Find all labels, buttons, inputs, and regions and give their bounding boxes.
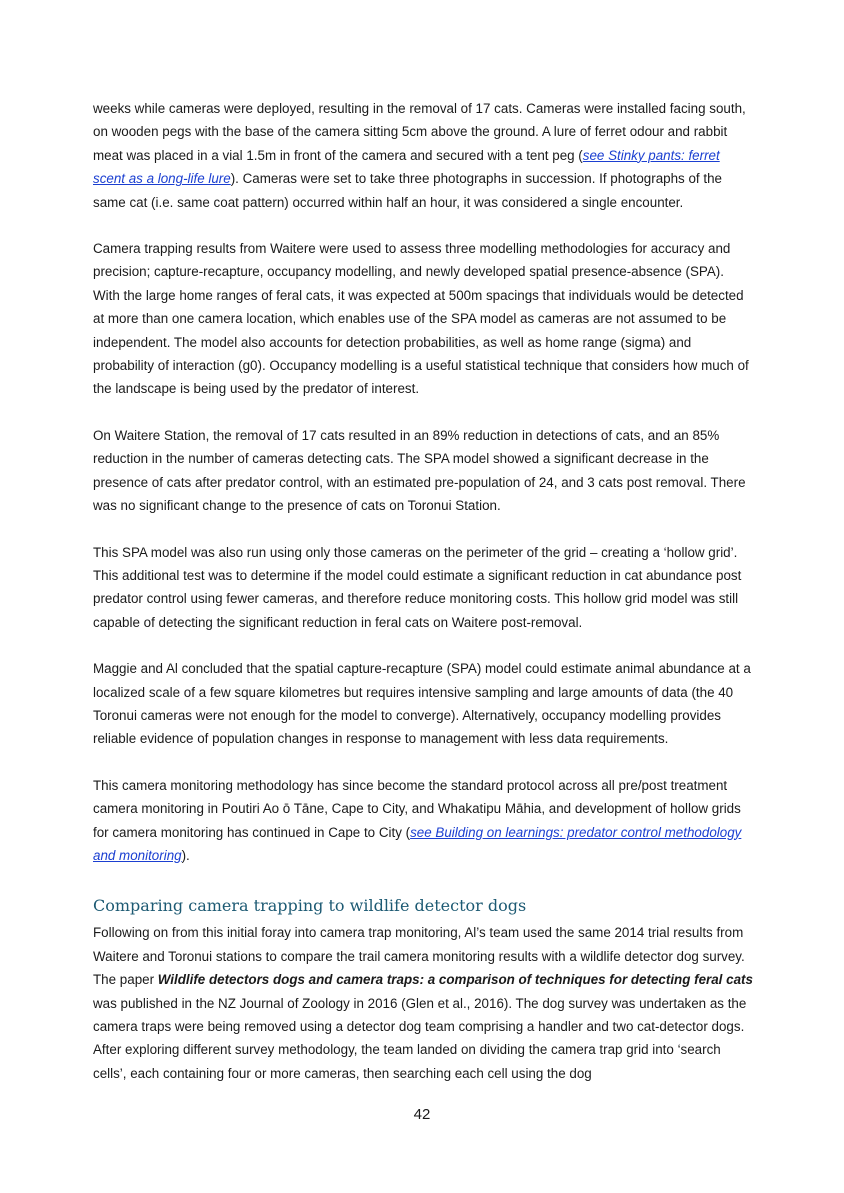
paragraph-text: ). [181,847,190,863]
paragraph-detector-dogs [93,921,753,1085]
paragraph-text: was published in the NZ Journal of Zoology in 2016 (Glen et al., 2016). The dog survey was undertaken as the camera traps were being removed using a detector dog team comprising a handler and two cat-detector dogs. After exploring different survey methodology, the team landed on dividing the camera trap grid into ‘search cells’, each containing four or more cameras, then searching each cell using the dog [93,995,747,1081]
page-number: 42 [413,1106,431,1123]
paragraph-conclusions: Maggie and Al concluded that the spatial capture-recapture (SPA) model could estimate animal abundance at a localized scale of a few square kilometres but requires intensive sampling and large amounts of data (the 40 Toronui cameras were not enough for the model to converge). Alternatively, occupancy modelling provides reliable evidence of population changes in response to management with less data requirements. [93,661,751,747]
page-body [93,97,753,1085]
paragraph-text: This camera monitoring methodology has since become the standard protocol across all pre/post treatment camera monitoring in Poutiri Ao ō Tāne, Cape to City, and Whakatipu Māhia, and development of hollow grids for camera monitoring has continued in Cape to City ( [93,777,741,840]
paragraph-text: ). Cameras were set to take three photographs in succession. If photographs of the same cat (i.e. same coat pattern) occurred within half an hour, it was considered a single encounter. [93,171,722,210]
paragraph-text: weeks while cameras were deployed, resulting in the removal of 17 cats. Cameras were installed facing south, on wooden pegs with the base of the camera sitting 5cm above the ground. A lure of ferret odour and rabbit meat was placed in a vial 1.5m in front of the camera and secured with a tent peg ( [93,101,746,163]
paragraph-camera-setup [93,97,753,214]
paragraph-text: Following on from this initial foray into camera trap monitoring, Al’s team used the same 2014 trial results from Waitere and Toronui stations to compare the trail camera monitoring results with a wildlife detector dog survey. The paper [93,925,745,988]
paper-title: Wildlife detectors dogs and camera traps: a comparison of techniques for detecting feral cats [157,972,753,988]
paragraph-modelling-methods: Camera trapping results from Waitere were used to assess three modelling methodologies for accuracy and precision; capture-recapture, occupancy modelling, and newly developed spatial presence-absence (SPA). With the large home ranges of feral cats, it was expected at 500m spacings that individuals would be detected at more than one camera location, which enables use of the SPA model as cameras are not assumed to be independent. The model also accounts for detection probabilities, as well as home range (sigma) and probability of interaction (g0). Occupancy modelling is a useful statistical technique that considers how much of the landscape is being used by the predator of interest. [93,241,749,397]
paragraph-waitere-results: On Waitere Station, the removal of 17 cats resulted in an 89% reduction in detections of cats, and an 85% reduction in the number of cameras detecting cats. The SPA model showed a significant decrease in the presence of cats after predator control, with an estimated pre-population of 24, and 3 cats post removal. There was no significant change to the presence of cats on Toronui Station. [93,427,746,514]
paragraph-standard-protocol [93,774,753,868]
paragraph-hollow-grid: This SPA model was also run using only those cameras on the perimeter of the grid – creating a ‘hollow grid’. This additional test was to determine if the model could estimate a significant reduction in cat abundance post predator control using fewer cameras, and therefore reduce monitoring costs. This hollow grid model was still capable of detecting the significant reduction in feral cats on Waitere post-removal. [93,544,742,630]
section-heading: Comparing camera trapping to wildlife detector dogs [93,896,527,916]
link-stinky-pants[interactable]: see Stinky pants: ferret scent as a long-life lure [93,147,720,187]
link-building-on-learnings[interactable]: see Building on learnings: predator control methodology and monitoring [93,824,742,863]
